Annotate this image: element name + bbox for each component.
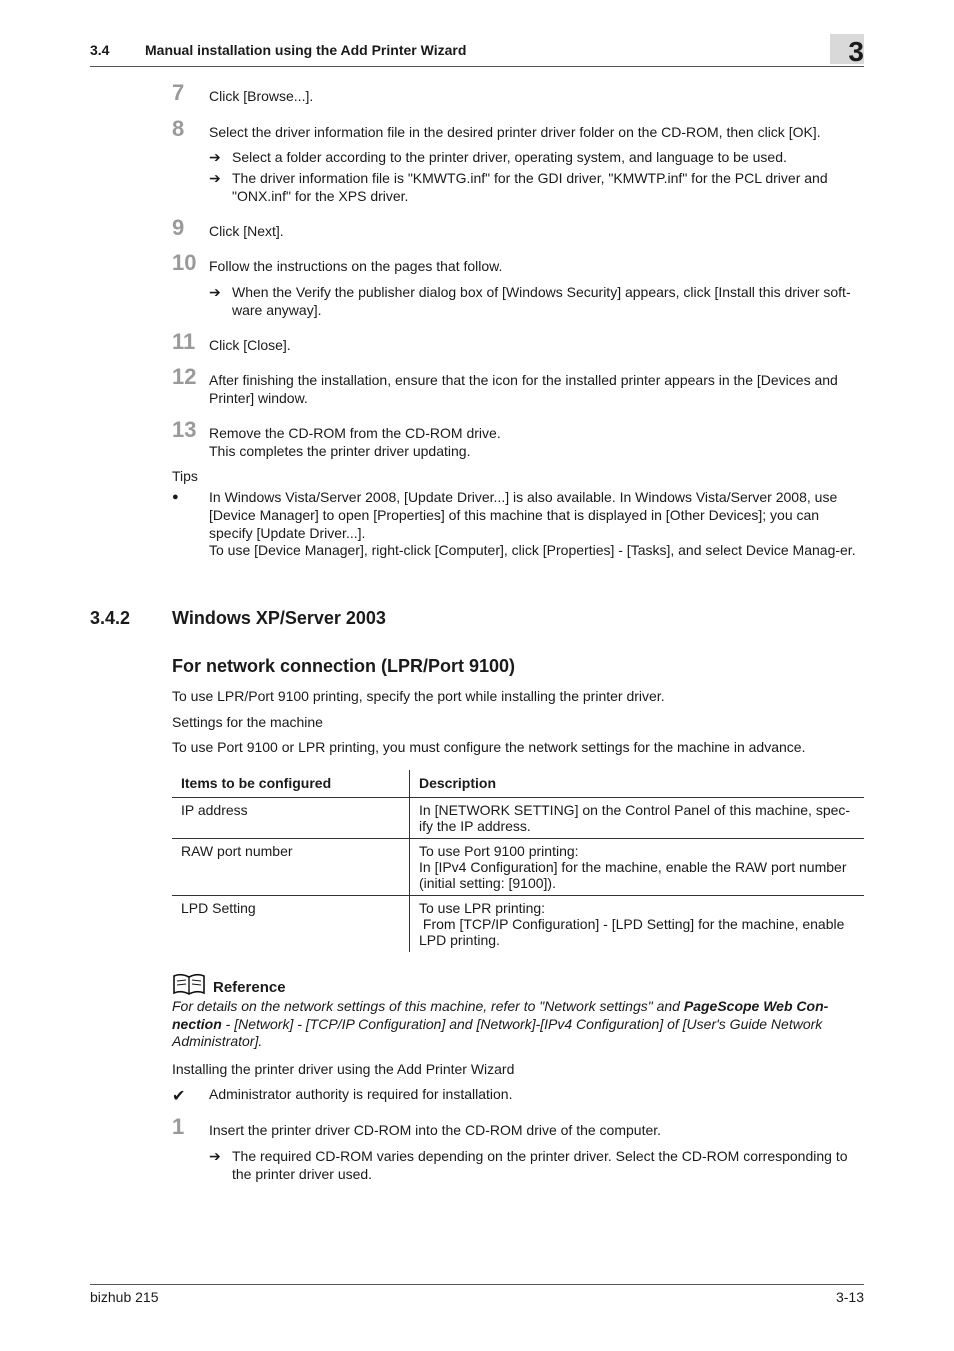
header-section-number: 3.4 <box>90 42 110 58</box>
step-number: 1 <box>172 1114 185 1139</box>
step-text: After finishing the installation, ensure that the icon for the installed printer appears in the [Devices and Printer] window. <box>209 372 838 406</box>
step-number: 10 <box>172 250 197 275</box>
table-cell-description <box>410 896 865 953</box>
tips-text-2: To use [Device Manager], right-click [Computer], click [Properties] - [Tasks], and select Device Manag-er. <box>209 542 856 558</box>
step-text: Click [Next]. <box>209 223 284 239</box>
reference-text <box>172 998 864 1051</box>
table-cell-item: RAW port number <box>172 839 410 896</box>
header-title: Manual installation using the Add Printer Wizard <box>145 42 467 58</box>
tips-label: Tips <box>172 468 198 484</box>
page-header <box>90 38 864 67</box>
step-text: Click [Close]. <box>209 337 291 353</box>
book-icon <box>172 972 206 996</box>
description-line: From [TCP/IP Configuration] - [LPD Setting] for the machine, enable LPD printing. <box>419 916 849 948</box>
step-number: 8 <box>172 116 185 141</box>
step-number: 12 <box>172 364 197 389</box>
product-name: bizhub 215 <box>90 1289 159 1305</box>
description-line: In [NETWORK SETTING] on the Control Panel of this machine, spec-ify the IP address. <box>419 802 851 834</box>
bullet-text: The required CD-ROM varies depending on the printer driver. Select the CD-ROM corresponding to the printer driver used. <box>232 1148 848 1182</box>
table-row <box>172 798 864 839</box>
bullet-text: The driver information file is "KMWTG.inf" for the GDI driver, "KMWTP.inf" for the PCL driver and "ONX.inf" for the XPS driver. <box>232 170 828 204</box>
section-number: 3.4.2 <box>90 608 131 628</box>
reference-product-name: PageScope Web Con-nection <box>172 998 829 1032</box>
column-header: Items to be configured <box>172 770 410 798</box>
description-line: To use Port 9100 printing: <box>419 843 579 859</box>
paragraph: To use Port 9100 or LPR printing, you must configure the network settings for the machine in advance. <box>172 739 806 755</box>
table-row <box>172 839 864 896</box>
page-footer <box>90 1284 864 1305</box>
requirement-text: Administrator authority is required for installation. <box>209 1086 513 1102</box>
subsection-heading: For network connection (LPR/Port 9100) <box>172 656 516 676</box>
description-line: In [IPv4 Configuration] for the machine, enable the RAW port number (initial setting: [9100]). <box>419 859 847 891</box>
bullet-text: Select a folder according to the printer driver, operating system, and language to be used. <box>232 149 787 165</box>
reference-text-pre: For details on the network settings of this machine, refer to "Network settings" and <box>172 998 684 1014</box>
table-cell-item: LPD Setting <box>172 896 410 953</box>
step-number: 9 <box>172 215 185 240</box>
chapter-number: 3 <box>830 34 864 64</box>
checkmark-icon: ✔ <box>172 1088 186 1105</box>
step-text: Insert the printer driver CD-ROM into the CD-ROM drive of the computer. <box>209 1122 662 1138</box>
reference-text-post: - [Network] - [TCP/IP Configuration] and [Network]-[IPv4 Configuration] of [User's Guide Network Administrator]. <box>172 1015 823 1049</box>
step-number: 7 <box>172 80 185 105</box>
description-line: To use LPR printing: <box>419 900 546 916</box>
table-cell-description <box>410 798 865 839</box>
step-number: 11 <box>172 329 196 354</box>
tips-text: In Windows Vista/Server 2008, [Update Driver...] is also available. In Windows Vista/Server 2008, use [Device Manager] to open [Properties] of this machine that is displayed in [Other Devices]; you can specify [Update Driver...]. <box>209 489 838 541</box>
arrow-icon: ➔ <box>209 149 221 165</box>
settings-table <box>172 770 864 952</box>
table-cell-description <box>410 839 865 896</box>
step-text: Select the driver information file in the desired printer driver folder on the CD-ROM, then click [OK]. <box>209 124 821 140</box>
arrow-icon: ➔ <box>209 284 221 300</box>
step-number: 13 <box>172 417 197 442</box>
arrow-icon: ➔ <box>209 1148 221 1164</box>
step-result-text: This completes the printer driver updating. <box>209 443 471 459</box>
paragraph: To use LPR/Port 9100 printing, specify the port while installing the printer driver. <box>172 688 665 704</box>
step-text: Click [Browse...]. <box>209 88 314 104</box>
paragraph: Settings for the machine <box>172 714 323 730</box>
bullet-text: When the Verify the publisher dialog box of [Windows Security] appears, click [Install this driver soft-ware anyway]. <box>232 284 851 318</box>
reference-label: Reference <box>213 979 286 996</box>
page-number: 3-13 <box>835 1289 864 1305</box>
paragraph: Installing the printer driver using the Add Printer Wizard <box>172 1061 515 1077</box>
bullet-dot-icon: ● <box>172 491 179 503</box>
section-title: Windows XP/Server 2003 <box>172 608 386 628</box>
table-cell-item: IP address <box>172 798 410 839</box>
table-row <box>172 896 864 953</box>
column-header: Description <box>410 770 865 798</box>
step-text: Follow the instructions on the pages that follow. <box>209 258 503 274</box>
table-header-row <box>172 770 864 798</box>
step-text: Remove the CD-ROM from the CD-ROM drive. <box>209 425 501 441</box>
arrow-icon: ➔ <box>209 170 221 186</box>
